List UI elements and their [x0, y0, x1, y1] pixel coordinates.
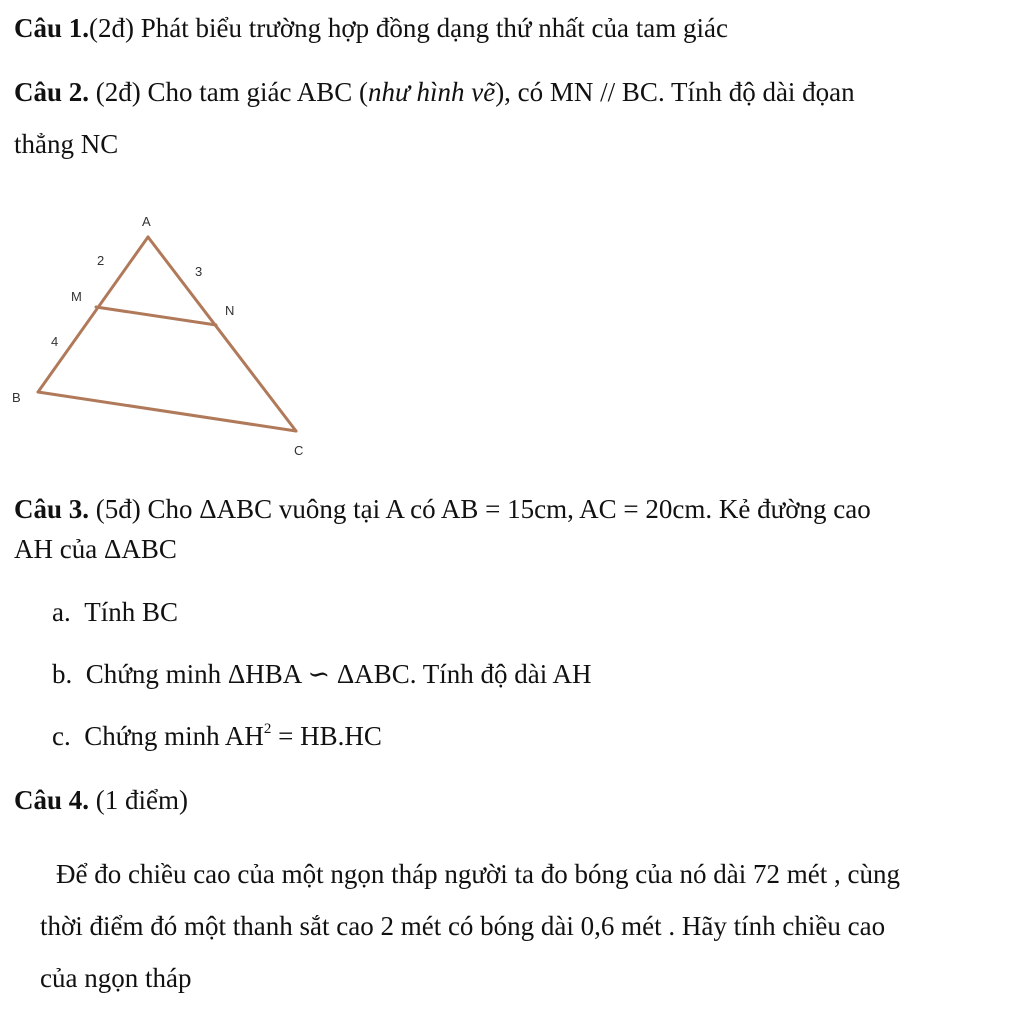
- question-4-para-line3: của ngọn tháp: [40, 963, 192, 993]
- question-3-item-b: [52, 658, 592, 690]
- question-2-line2: thẳng NC: [14, 129, 119, 159]
- question-1: [14, 12, 728, 44]
- question-2-text-italic: như hình vẽ: [367, 77, 496, 107]
- segment-bc: [38, 392, 296, 431]
- question-1-label: Câu 1.: [14, 13, 90, 43]
- question-2-text-a: (2đ) Cho tam giác ABC (: [89, 77, 368, 107]
- item-c-superscript: 2: [263, 721, 272, 737]
- point-c-label: C: [294, 443, 304, 458]
- question-4-para-line1: Để đo chiều cao của một ngọn tháp người ta đo bóng của nó dài 72 mét , cùng: [56, 859, 900, 889]
- length-am-label: 2: [97, 253, 105, 268]
- question-3-text: (5đ) Cho ΔABC vuông tại A có AB = 15cm, AC = 20cm. Kẻ đường cao: [89, 494, 871, 524]
- segment-mn: [96, 307, 216, 325]
- question-4: [14, 784, 188, 816]
- item-b-text: Chứng minh ΔHBA ∽ ΔABC. Tính độ dài AH: [85, 659, 592, 689]
- point-b-label: B: [12, 390, 21, 405]
- question-3-item-a: [52, 596, 178, 628]
- item-b-marker: b.: [52, 659, 73, 689]
- item-a-text: Tính BC: [84, 597, 178, 627]
- length-mb-label: 4: [51, 334, 59, 349]
- length-an-label: 3: [195, 264, 203, 279]
- question-3-item-c: [52, 720, 382, 752]
- question-1-text: (2đ) Phát biểu trường hợp đồng dạng thứ nhất của tam giác: [89, 13, 728, 43]
- question-2: [14, 76, 855, 108]
- question-4-text: (1 điểm): [89, 785, 188, 815]
- segment-ab: [38, 237, 148, 392]
- point-a-label: A: [142, 214, 151, 229]
- question-3: [14, 493, 871, 525]
- question-2-label: Câu 2.: [14, 77, 90, 107]
- item-c-marker: c.: [52, 721, 71, 751]
- question-4-label: Câu 4.: [14, 785, 90, 815]
- triangle-figure: [0, 205, 340, 465]
- point-m-label: M: [71, 289, 82, 304]
- question-4-para-line2: thời điểm đó một thanh sắt cao 2 mét có bóng dài 0,6 mét . Hãy tính chiều cao: [40, 911, 886, 941]
- item-a-marker: a.: [52, 597, 71, 627]
- point-n-label: N: [225, 303, 235, 318]
- question-2-text-b: ), có MN // BC. Tính độ dài đọan: [495, 77, 855, 107]
- segment-ac: [148, 237, 296, 431]
- item-c-text-after: = HB.HC: [271, 721, 382, 751]
- item-c-text: Chứng minh AH: [84, 721, 264, 751]
- question-3-line2: AH của ΔABC: [14, 534, 177, 564]
- question-3-label: Câu 3.: [14, 494, 90, 524]
